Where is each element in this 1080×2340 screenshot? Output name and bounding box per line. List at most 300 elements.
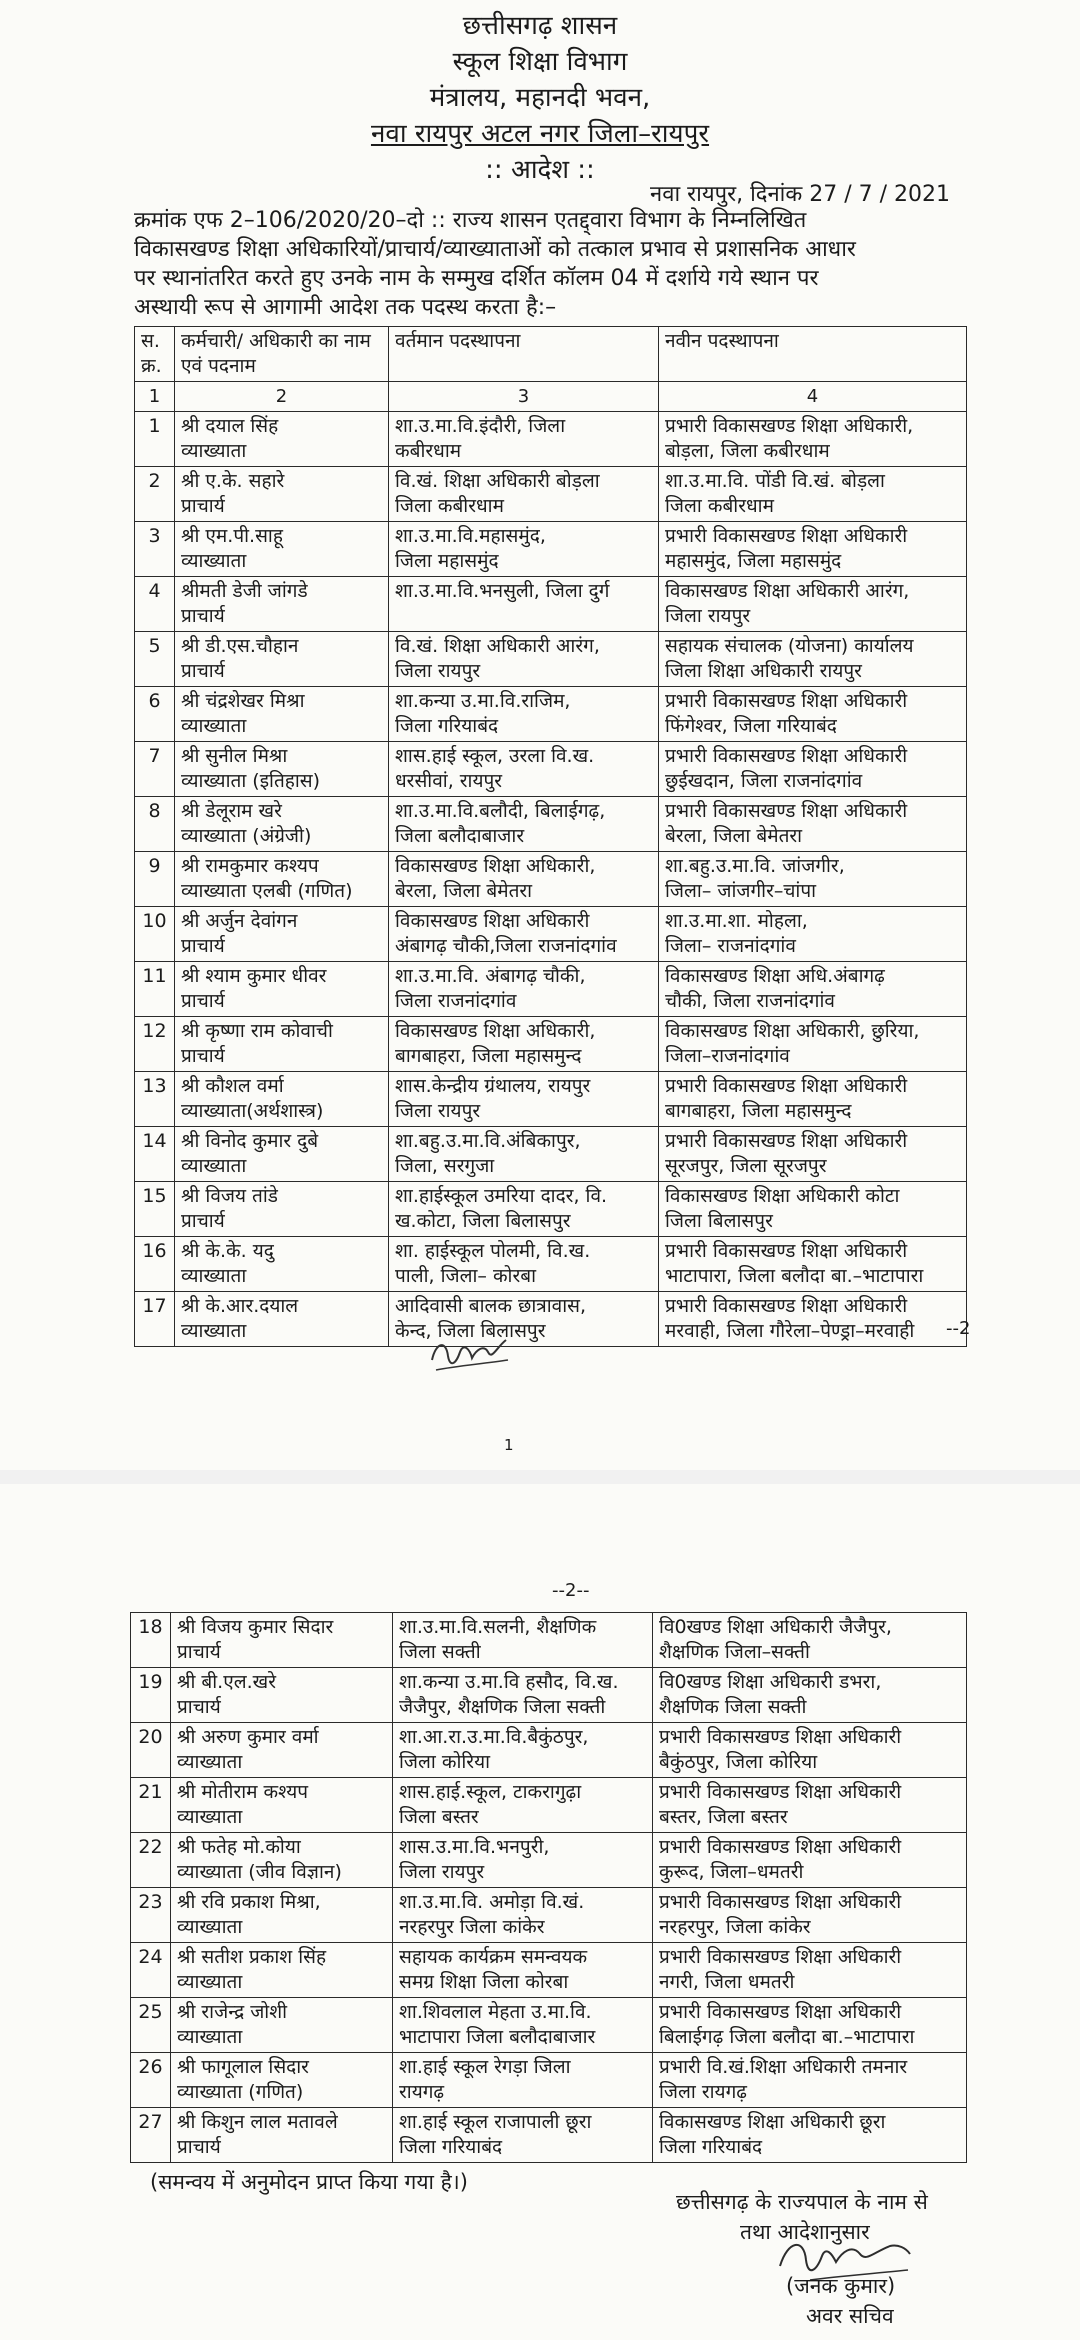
cell-current-posting-line: अंबागढ़ चौकी,जिला राजनांदगांव xyxy=(395,935,617,957)
table-row xyxy=(135,1292,967,1347)
cell-serial xyxy=(131,1888,171,1943)
cell-current-posting-line: जिला रायपुर xyxy=(395,1100,481,1122)
cell-current-posting xyxy=(389,412,659,467)
cell-new-posting-line: छुईखदान, जिला राजनांदगांव xyxy=(665,770,863,792)
table-row xyxy=(131,1998,967,2053)
cell-new-posting-line: शा.बहु.उ.मा.वि. जांजगीर, xyxy=(665,855,845,877)
cell-new-posting-line: प्रभारी विकासखण्ड शिक्षा अधिकारी xyxy=(659,1891,902,1913)
cell-current-posting-line: शास.केन्द्रीय ग्रंथालय, रायपुर xyxy=(395,1075,591,1097)
table-row xyxy=(135,907,967,962)
cell-current-posting-line: कबीरधाम xyxy=(395,440,462,462)
cell-current-posting-line: शास.उ.मा.वि.भनपुरी, xyxy=(399,1836,550,1858)
serial-number: 13 xyxy=(142,1075,167,1097)
cell-employee-name-line: श्री डी.एस.चौहान xyxy=(181,635,299,657)
cell-employee-name-line: व्याख्याता (गणित) xyxy=(177,2081,304,2103)
cell-employee-name xyxy=(171,1668,393,1723)
cell-employee-name-line: श्री चंद्रशेखर मिश्रा xyxy=(181,690,305,712)
cell-new-posting-line: प्रभारी विकासखण्ड शिक्षा अधिकारी xyxy=(665,525,908,547)
cell-serial xyxy=(135,797,175,852)
cell-new-posting-line: जिला रायपुर xyxy=(665,605,751,627)
cell-employee-name xyxy=(175,852,389,907)
cell-new-posting-line: प्रभारी विकासखण्ड शिक्षा अधिकारी xyxy=(665,1240,908,1262)
cell-employee-name-line: श्री अरुण कुमार वर्मा xyxy=(177,1726,319,1748)
cell-current-posting xyxy=(389,852,659,907)
cell-current-posting-line: शास.हाई.स्कूल, टाकरागुढ़ा xyxy=(399,1781,582,1803)
serial-number: 27 xyxy=(138,2111,163,2133)
cell-new-posting-line: बस्तर, जिला बस्तर xyxy=(659,1806,788,1828)
cell-current-posting-line: शा.उ.मा.वि.भनसुली, जिला दुर्ग xyxy=(395,580,610,602)
serial-number: 8 xyxy=(148,800,161,822)
serial-number: 17 xyxy=(142,1295,167,1317)
cell-employee-name-line: श्री श्याम कुमार धीवर xyxy=(181,965,327,987)
cell-current-posting-line: बेरला, जिला बेमेतरा xyxy=(395,880,533,902)
cell-current-posting xyxy=(393,1723,653,1778)
cell-new-posting-line: प्रभारी विकासखण्ड शिक्षा अधिकारी xyxy=(665,1075,908,1097)
cell-serial xyxy=(131,1778,171,1833)
table-row xyxy=(135,1237,967,1292)
cell-new-posting-line: बिलाईगढ़ जिला बलौदा बा.–भाटापारा xyxy=(659,2026,915,2048)
cell-new-posting-line: प्रभारी विकासखण्ड शिक्षा अधिकारी xyxy=(659,1781,902,1803)
page-number: 1 xyxy=(504,1436,514,1454)
cell-current-posting-line: शा.कन्या उ.मा.वि हसौद, वि.ख. xyxy=(399,1671,619,1693)
cell-new-posting-line: नरहरपुर, जिला कांकेर xyxy=(659,1916,811,1938)
cell-current-posting xyxy=(389,742,659,797)
initials-signature xyxy=(426,1330,516,1380)
cell-new-posting-line: शैक्षणिक जिला–सक्ती xyxy=(659,1641,810,1663)
serial-number: 14 xyxy=(142,1130,167,1152)
cell-employee-name-line: श्री विजय कुमार सिदार xyxy=(177,1616,334,1638)
header-serial: स. क्र. xyxy=(135,327,175,382)
cell-employee-name-line: व्याख्याता xyxy=(181,715,247,737)
cell-employee-name-line: व्याख्याता xyxy=(177,1916,243,1938)
cell-new-posting-line: प्रभारी वि.खं.शिक्षा अधिकारी तमनार xyxy=(659,2056,908,2078)
cell-new-posting-line: फिंगेश्वर, जिला गरियाबंद xyxy=(665,715,837,737)
order-intro-paragraph xyxy=(134,206,964,322)
cell-current-posting-line: जिला राजनांदगांव xyxy=(395,990,517,1012)
cell-new-posting-line: प्रभारी विकासखण्ड शिक्षा अधिकारी xyxy=(659,1836,902,1858)
cell-current-posting xyxy=(389,1237,659,1292)
cell-employee-name-line: व्याख्याता (अंग्रेजी) xyxy=(181,825,312,847)
intro-line: विकासखण्ड शिक्षा अधिकारियों/प्राचार्य/व्याख्याताओं को तत्काल प्रभाव से प्रशासनिक आधार xyxy=(134,237,856,262)
table-row xyxy=(135,632,967,687)
column-number: 4 xyxy=(659,382,967,412)
cell-current-posting-line: शा.हाई स्कूल रेगड़ा जिला xyxy=(399,2056,571,2078)
cell-employee-name xyxy=(171,2053,393,2108)
cell-current-posting-line: वि.खं. शिक्षा अधिकारी बोड़ला xyxy=(395,470,600,492)
table-row xyxy=(135,962,967,1017)
header-department: स्कूल शिक्षा विभाग xyxy=(452,47,628,77)
cell-new-posting xyxy=(653,1888,967,1943)
cell-employee-name-line: श्री ए.के. सहारे xyxy=(181,470,285,492)
table-row xyxy=(135,687,967,742)
table-row xyxy=(131,1723,967,1778)
serial-number: 3 xyxy=(148,525,161,547)
cell-new-posting xyxy=(659,1017,967,1072)
cell-new-posting-line: जिला–राजनांदगांव xyxy=(665,1045,790,1067)
serial-number: 6 xyxy=(148,690,161,712)
cell-current-posting-line: शास.हाई स्कूल, उरला वि.ख. xyxy=(395,745,595,767)
header-government: छत्तीसगढ़ शासन xyxy=(462,11,618,41)
cell-current-posting-line: जैजैपुर, शैक्षणिक जिला सक्ती xyxy=(399,1696,606,1718)
cell-current-posting-line: शा.आ.रा.उ.मा.वि.बैकुंठपुर, xyxy=(399,1726,589,1748)
cell-serial xyxy=(131,1613,171,1668)
cell-new-posting-line: नगरी, जिला धमतरी xyxy=(659,1971,795,1993)
cell-new-posting xyxy=(659,907,967,962)
cell-employee-name xyxy=(175,742,389,797)
cell-current-posting-line: रायगढ़ xyxy=(399,2081,445,2103)
cell-new-posting xyxy=(659,522,967,577)
cell-new-posting xyxy=(659,742,967,797)
cell-employee-name-line: व्याख्याता xyxy=(177,1751,243,1773)
cell-current-posting-line: जिला सक्ती xyxy=(399,1641,481,1663)
cell-current-posting-line: शा.उ.मा.वि.बलौदी, बिलाईगढ़, xyxy=(395,800,606,822)
cell-serial xyxy=(131,1723,171,1778)
table-row xyxy=(131,2108,967,2163)
cell-current-posting-line: शा.कन्या उ.मा.वि.राजिम, xyxy=(395,690,571,712)
table-row xyxy=(131,1613,967,1668)
intro-line: अस्थायी रूप से आगामी आदेश तक पदस्थ करता है:– xyxy=(134,295,557,320)
serial-number: 23 xyxy=(138,1891,163,1913)
cell-employee-name xyxy=(175,1127,389,1182)
cell-new-posting-line: सूरजपुर, जिला सूरजपुर xyxy=(665,1155,827,1177)
cell-current-posting xyxy=(389,1127,659,1182)
table-row xyxy=(131,1668,967,1723)
serial-number: 24 xyxy=(138,1946,163,1968)
cell-current-posting xyxy=(393,1613,653,1668)
serial-number: 19 xyxy=(138,1671,163,1693)
cell-serial xyxy=(135,467,175,522)
cell-current-posting-line: विकासखण्ड शिक्षा अधिकारी xyxy=(395,910,590,932)
cell-current-posting-line: शा. हाईस्कूल पोलमी, वि.ख. xyxy=(395,1240,591,1262)
cell-employee-name xyxy=(171,1943,393,1998)
cell-serial xyxy=(135,1072,175,1127)
serial-number: 2 xyxy=(148,470,161,492)
cell-serial xyxy=(135,907,175,962)
cell-employee-name-line: प्राचार्य xyxy=(177,1641,221,1663)
cell-current-posting xyxy=(389,907,659,962)
cell-employee-name-line: श्री सतीश प्रकाश सिंह xyxy=(177,1946,327,1968)
serial-number: 20 xyxy=(138,1726,163,1748)
cell-employee-name-line: व्याख्याता xyxy=(177,1806,243,1828)
cell-current-posting xyxy=(389,522,659,577)
cell-current-posting-line: धरसीवां, रायपुर xyxy=(395,770,503,792)
cell-current-posting-line: शा.शिवलाल मेहता उ.मा.वि. xyxy=(399,2001,592,2023)
cell-serial xyxy=(135,632,175,687)
column-number: 3 xyxy=(389,382,659,412)
cell-current-posting xyxy=(389,1017,659,1072)
table-row xyxy=(135,797,967,852)
cell-employee-name-line: व्याख्याता (जीव विज्ञान) xyxy=(177,1861,342,1883)
table-row xyxy=(135,1182,967,1237)
serial-number: 1 xyxy=(148,415,161,437)
cell-new-posting-line: वि0खण्ड शिक्षा अधिकारी डभरा, xyxy=(659,1671,882,1693)
header-new-posting: नवीन पदस्थापना xyxy=(659,327,967,382)
cell-current-posting-line: जिला महासमुंद xyxy=(395,550,499,572)
cell-employee-name-line: व्याख्याता xyxy=(181,1265,247,1287)
cell-employee-name-line: श्री विजय तांडे xyxy=(181,1185,278,1207)
cell-employee-name-line: श्री कृष्णा राम कोवाची xyxy=(181,1020,333,1042)
cell-current-posting-line: शा.उ.मा.वि. अमोड़ा वि.खं. xyxy=(399,1891,585,1913)
intro-line: पर स्थानांतरित करते हुए उनके नाम के सम्मुख दर्शित कॉलम 04 में दर्शाये गये स्थान पर xyxy=(134,266,819,291)
cell-new-posting-line: बैकुंठपुर, जिला कोरिया xyxy=(659,1751,818,1773)
cell-serial xyxy=(135,577,175,632)
cell-employee-name xyxy=(175,467,389,522)
cell-employee-name-line: श्री अर्जुन देवांगन xyxy=(181,910,298,932)
cell-new-posting-line: शा.उ.मा.शा. मोहला, xyxy=(665,910,808,932)
cell-employee-name xyxy=(175,907,389,962)
serial-number: 10 xyxy=(142,910,167,932)
cell-new-posting-line: सहायक संचालक (योजना) कार्यालय xyxy=(665,635,914,657)
cell-new-posting xyxy=(659,1127,967,1182)
cell-new-posting xyxy=(653,1943,967,1998)
cell-new-posting xyxy=(653,2108,967,2163)
cell-current-posting-line xyxy=(395,604,652,629)
cell-employee-name-line: व्याख्याता xyxy=(181,440,247,462)
cell-new-posting xyxy=(659,797,967,852)
cell-new-posting-line: विकासखण्ड शिक्षा अधिकारी छूरा xyxy=(659,2111,886,2133)
cell-employee-name xyxy=(175,797,389,852)
cell-employee-name-line: व्याख्याता xyxy=(177,1971,243,1993)
order-date: नवा रायपुर, दिनांक 27 / 7 / 2021 xyxy=(650,182,951,207)
cell-current-posting-line: शा.उ.मा.वि. अंबागढ़ चौकी, xyxy=(395,965,586,987)
cell-serial xyxy=(131,2108,171,2163)
header-current-posting: वर्तमान पदस्थापना xyxy=(389,327,659,382)
cell-serial xyxy=(135,962,175,1017)
cell-employee-name-line: प्राचार्य xyxy=(177,2136,221,2158)
cell-current-posting-line: भाटापारा जिला बलौदाबाजार xyxy=(399,2026,596,2048)
approval-note: (समन्वय में अनुमोदन प्राप्त किया गया है।) xyxy=(150,2170,468,2194)
cell-employee-name xyxy=(175,1017,389,1072)
table-row xyxy=(131,1888,967,1943)
cell-employee-name-line: व्याख्याता xyxy=(181,550,247,572)
serial-number: 25 xyxy=(138,2001,163,2023)
table-row xyxy=(135,1127,967,1182)
cell-current-posting-line: नरहरपुर जिला कांकेर xyxy=(399,1916,545,1938)
cell-current-posting-line: जिला कबीरधाम xyxy=(395,495,504,517)
document-page-2 xyxy=(0,1484,1080,2340)
cell-new-posting-line: प्रभारी विकासखण्ड शिक्षा अधिकारी, xyxy=(665,415,914,437)
cell-employee-name xyxy=(175,412,389,467)
cell-new-posting-line: विकासखण्ड शिक्षा अधिकारी, छुरिया, xyxy=(665,1020,920,1042)
cell-employee-name-line: श्री राजेन्द्र जोशी xyxy=(177,2001,288,2023)
cell-current-posting xyxy=(393,1888,653,1943)
cell-new-posting-line: जिला बिलासपुर xyxy=(665,1210,773,1232)
cell-new-posting-line: प्रभारी विकासखण्ड शिक्षा अधिकारी xyxy=(665,800,908,822)
cell-serial xyxy=(135,1127,175,1182)
table-column-number-row xyxy=(135,382,967,412)
cell-employee-name-line: श्री सुनील मिश्रा xyxy=(181,745,288,767)
cell-new-posting xyxy=(659,412,967,467)
cell-serial xyxy=(131,1833,171,1888)
cell-employee-name xyxy=(175,1072,389,1127)
cell-employee-name-line: श्री बी.एल.खरे xyxy=(177,1671,276,1693)
cell-new-posting xyxy=(659,1292,967,1347)
cell-current-posting-line: बागबाहरा, जिला महासमुन्द xyxy=(395,1045,582,1067)
cell-new-posting xyxy=(659,687,967,742)
cell-serial xyxy=(135,1017,175,1072)
column-number: 1 xyxy=(135,382,175,412)
serial-number: 26 xyxy=(138,2056,163,2078)
transfer-table-page-1 xyxy=(134,326,967,1347)
cell-new-posting-line: बागबाहरा, जिला महासमुन्द xyxy=(665,1100,852,1122)
cell-employee-name-line: श्री कौशल वर्मा xyxy=(181,1075,284,1097)
cell-new-posting xyxy=(653,1668,967,1723)
cell-new-posting xyxy=(653,1613,967,1668)
cell-new-posting-line: जिला– जांजगीर–चांपा xyxy=(665,880,817,902)
cell-employee-name-line: प्राचार्य xyxy=(181,605,225,627)
table-row xyxy=(135,1017,967,1072)
cell-new-posting-line: कुरूद, जिला–धमतरी xyxy=(659,1861,804,1883)
cell-current-posting-line: शा.हाई स्कूल राजापाली छूरा xyxy=(399,2111,592,2133)
cell-employee-name-line: श्री फतेह मो.कोया xyxy=(177,1836,301,1858)
cell-new-posting xyxy=(659,852,967,907)
cell-new-posting xyxy=(653,1833,967,1888)
table-row xyxy=(135,852,967,907)
cell-employee-name-line: श्री के.के. यदु xyxy=(181,1240,274,1262)
cell-employee-name-line: प्राचार्य xyxy=(181,935,225,957)
cell-employee-name xyxy=(171,1613,393,1668)
serial-number: 12 xyxy=(142,1020,167,1042)
header-address: नवा रायपुर अटल नगर जिला–रायपुर xyxy=(370,119,710,149)
transfer-table-page-2 xyxy=(130,1612,967,2163)
cell-employee-name xyxy=(171,1888,393,1943)
letterhead xyxy=(0,8,1080,188)
cell-employee-name-line: श्री एम.पी.साहू xyxy=(181,525,283,547)
table-row xyxy=(135,577,967,632)
cell-employee-name xyxy=(175,632,389,687)
cell-serial xyxy=(135,1237,175,1292)
cell-employee-name xyxy=(175,522,389,577)
cell-new-posting-line: विकासखण्ड शिक्षा अधिकारी कोटा xyxy=(665,1185,900,1207)
serial-number: 4 xyxy=(148,580,161,602)
cell-employee-name-line: व्याख्याता xyxy=(181,1155,247,1177)
cell-new-posting-line: जिला गरियाबंद xyxy=(659,2136,763,2158)
cell-employee-name-line: श्रीमती डेजी जांगडे xyxy=(181,580,308,602)
cell-employee-name-line: व्याख्याता xyxy=(177,2026,243,2048)
serial-number: 18 xyxy=(138,1616,163,1638)
table-header-row xyxy=(135,327,967,382)
cell-current-posting-line: शा.उ.मा.वि.महासमुंद, xyxy=(395,525,546,547)
cell-new-posting xyxy=(659,1237,967,1292)
cell-current-posting-line: पाली, जिला– कोरबा xyxy=(395,1265,537,1287)
cell-serial xyxy=(135,522,175,577)
signatory-name: (जनक कुमार) xyxy=(786,2274,896,2298)
cell-new-posting-line: विकासखण्ड शिक्षा अधि.अंबागढ़ xyxy=(665,965,885,987)
cell-serial xyxy=(135,1292,175,1347)
cell-current-posting xyxy=(393,1998,653,2053)
cell-current-posting-line: आदिवासी बालक छात्रावास, xyxy=(395,1295,587,1317)
cell-current-posting xyxy=(389,687,659,742)
cell-employee-name-line: श्री डेलूराम खरे xyxy=(181,800,282,822)
cell-new-posting xyxy=(659,1072,967,1127)
table-row xyxy=(131,2053,967,2108)
cell-new-posting-line: प्रभारी विकासखण्ड शिक्षा अधिकारी xyxy=(665,1295,908,1317)
cell-serial xyxy=(131,1668,171,1723)
cell-new-posting-line: प्रभारी विकासखण्ड शिक्षा अधिकारी xyxy=(659,2001,902,2023)
cell-employee-name-line: श्री दयाल सिंह xyxy=(181,415,279,437)
cell-current-posting xyxy=(393,2108,653,2163)
cell-new-posting xyxy=(659,467,967,522)
cell-current-posting-line: समग्र शिक्षा जिला कोरबा xyxy=(399,1971,569,1993)
cell-new-posting-line: विकासखण्ड शिक्षा अधिकारी आरंग, xyxy=(665,580,910,602)
cell-current-posting xyxy=(389,632,659,687)
cell-employee-name-line: श्री किशुन लाल मतावले xyxy=(177,2111,338,2133)
cell-new-posting-line: जिला कबीरधाम xyxy=(665,495,774,517)
cell-current-posting xyxy=(393,1833,653,1888)
cell-current-posting-line: जिला कोरिया xyxy=(399,1751,491,1773)
cell-current-posting-line: वि.खं. शिक्षा अधिकारी आरंग, xyxy=(395,635,600,657)
cell-employee-name xyxy=(175,687,389,742)
cell-current-posting-line: जिला रायपुर xyxy=(395,660,481,682)
table-row xyxy=(135,1072,967,1127)
cell-new-posting-line: जिला शिक्षा अधिकारी रायपुर xyxy=(665,660,862,682)
cell-employee-name-line: प्राचार्य xyxy=(177,1696,221,1718)
cell-serial xyxy=(131,1998,171,2053)
table-row xyxy=(135,742,967,797)
signature-authority-line-1: छत्तीसगढ़ के राज्यपाल के नाम से xyxy=(676,2190,928,2214)
cell-new-posting xyxy=(653,1998,967,2053)
cell-new-posting xyxy=(653,1723,967,1778)
cell-current-posting-line: जिला गरियाबंद xyxy=(399,2136,503,2158)
cell-current-posting xyxy=(393,2053,653,2108)
cell-employee-name xyxy=(171,1723,393,1778)
cell-new-posting xyxy=(653,1778,967,1833)
cell-serial xyxy=(135,852,175,907)
page-separator xyxy=(0,1470,1080,1484)
table-row xyxy=(131,1778,967,1833)
cell-current-posting-line: शा.उ.मा.वि.इंदौरी, जिला xyxy=(395,415,566,437)
cell-new-posting-line: शैक्षणिक जिला सक्ती xyxy=(659,1696,807,1718)
serial-number: 9 xyxy=(148,855,161,877)
cell-employee-name xyxy=(175,1237,389,1292)
cell-employee-name-line: श्री रामकुमार कश्यप xyxy=(181,855,319,877)
cell-current-posting xyxy=(389,1072,659,1127)
serial-number: 7 xyxy=(148,745,161,767)
cell-employee-name-line: श्री फागूलाल सिदार xyxy=(177,2056,309,2078)
cell-new-posting xyxy=(659,577,967,632)
cell-employee-name-line: श्री के.आर.दयाल xyxy=(181,1295,299,1317)
cell-serial xyxy=(135,1182,175,1237)
cell-employee-name-line: व्याख्याता एलबी (गणित) xyxy=(181,880,353,902)
cell-employee-name-line: प्राचार्य xyxy=(181,1045,225,1067)
cell-employee-name-line: प्राचार्य xyxy=(181,495,225,517)
cell-employee-name-line: प्राचार्य xyxy=(181,1210,225,1232)
serial-number: 5 xyxy=(148,635,161,657)
serial-number: 15 xyxy=(142,1185,167,1207)
cell-current-posting-line: जिला गरियाबंद xyxy=(395,715,499,737)
page-marker: --2-- xyxy=(552,1580,590,1601)
header-name: कर्मचारी/ अधिकारी का नाम एवं पदनाम xyxy=(175,327,389,382)
cell-new-posting-line: मरवाही, जिला गौरेला–पेण्ड्रा–मरवाही xyxy=(665,1320,915,1342)
cell-new-posting-line: भाटापारा, जिला बलौदा बा.–भाटापारा xyxy=(665,1265,924,1287)
cell-employee-name-line: श्री मोतीराम कश्यप xyxy=(177,1781,309,1803)
serial-number: 22 xyxy=(138,1836,163,1858)
cell-current-posting-line: जिला बलौदाबाजार xyxy=(395,825,525,847)
cell-current-posting xyxy=(393,1668,653,1723)
cell-serial xyxy=(131,2053,171,2108)
serial-number: 21 xyxy=(138,1781,163,1803)
cell-employee-name-line: प्राचार्य xyxy=(181,660,225,682)
cell-current-posting-line: ख.कोटा, जिला बिलासपुर xyxy=(395,1210,571,1232)
cell-new-posting-line: जिला रायगढ़ xyxy=(659,2081,747,2103)
table-row xyxy=(131,1943,967,1998)
column-number: 2 xyxy=(175,382,389,412)
table-row xyxy=(131,1833,967,1888)
cell-current-posting-line: विकासखण्ड शिक्षा अधिकारी, xyxy=(395,1020,596,1042)
cell-current-posting xyxy=(389,467,659,522)
cell-current-posting-line: सहायक कार्यक्रम समन्वयक xyxy=(399,1946,588,1968)
table-row xyxy=(135,522,967,577)
